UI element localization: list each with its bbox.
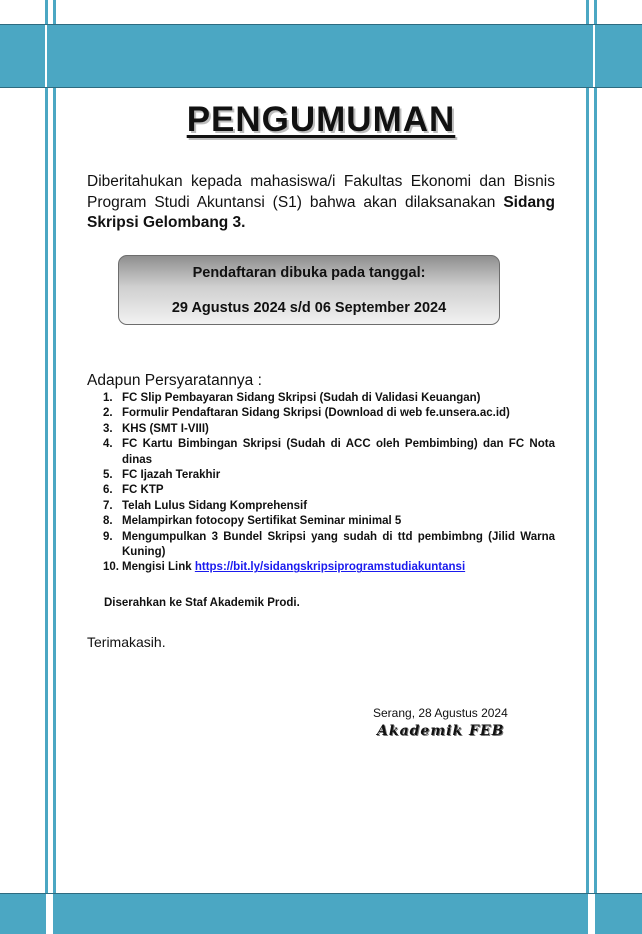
list-item: 3. KHS (SMT I-VIII) (103, 422, 209, 435)
closing-text: Terimakasih. (87, 634, 166, 650)
list-item: 6. FC KTP (103, 484, 164, 497)
submission-note: Diserahkan ke Staf Akademik Prodi. (104, 597, 300, 609)
list-item: 10. Mengisi Link https://bit.ly/sidangskripsiprogramstudiakuntansi (103, 561, 466, 574)
requirements-list (103, 391, 555, 576)
intro-bold: Sidang Skripsi Gelombang 3. (87, 193, 555, 231)
list-item: 9. Mengumpulkan 3 Bundel Skripsi yang sudah di ttd pembimbng (Jilid Warna Kuning) (103, 530, 555, 559)
list-item: 5. FC Ijazah Terakhir (103, 469, 221, 482)
registration-dates: 29 Agustus 2024 s/d 06 September 2024 (171, 300, 447, 316)
registration-box (118, 255, 500, 325)
signature: Akademik FEB (377, 723, 505, 739)
intro-paragraph (87, 172, 555, 234)
list-item: 1. FC Slip Pembayaran Sidang Skripsi (Sudah di Validasi Keuangan) (103, 392, 481, 404)
registration-label: Pendaftaran dibuka pada tanggal: (192, 265, 426, 281)
place-date: Serang, 28 Agustus 2024 (373, 706, 508, 720)
intro-text: Diberitahukan kepada mahasiswa/i Fakultas Ekonomi dan Bisnis Program Studi Akuntansi (S1) bahwa akan dilaksanakan (87, 173, 555, 211)
list-item: 4. FC Kartu Bimbingan Skripsi (Sudah di ACC oleh Pembimbing) dan FC Nota dinas (103, 438, 555, 466)
requirements-heading: Adapun Persyaratannya : (87, 372, 262, 389)
page-title: PENGUMUMAN (186, 100, 456, 139)
list-item: 2. Formulir Pendaftaran Sidang Skripsi (Download di web fe.unsera.ac.id) (103, 407, 510, 420)
header-band (0, 24, 642, 88)
registration-link[interactable]: https://bit.ly/sidangskripsiprogramstudiakuntansi (194, 561, 466, 574)
list-item: 8. Melampirkan fotocopy Sertifikat Seminar minimal 5 (103, 515, 402, 528)
list-item: 7. Telah Lulus Sidang Komprehensif (103, 499, 308, 512)
